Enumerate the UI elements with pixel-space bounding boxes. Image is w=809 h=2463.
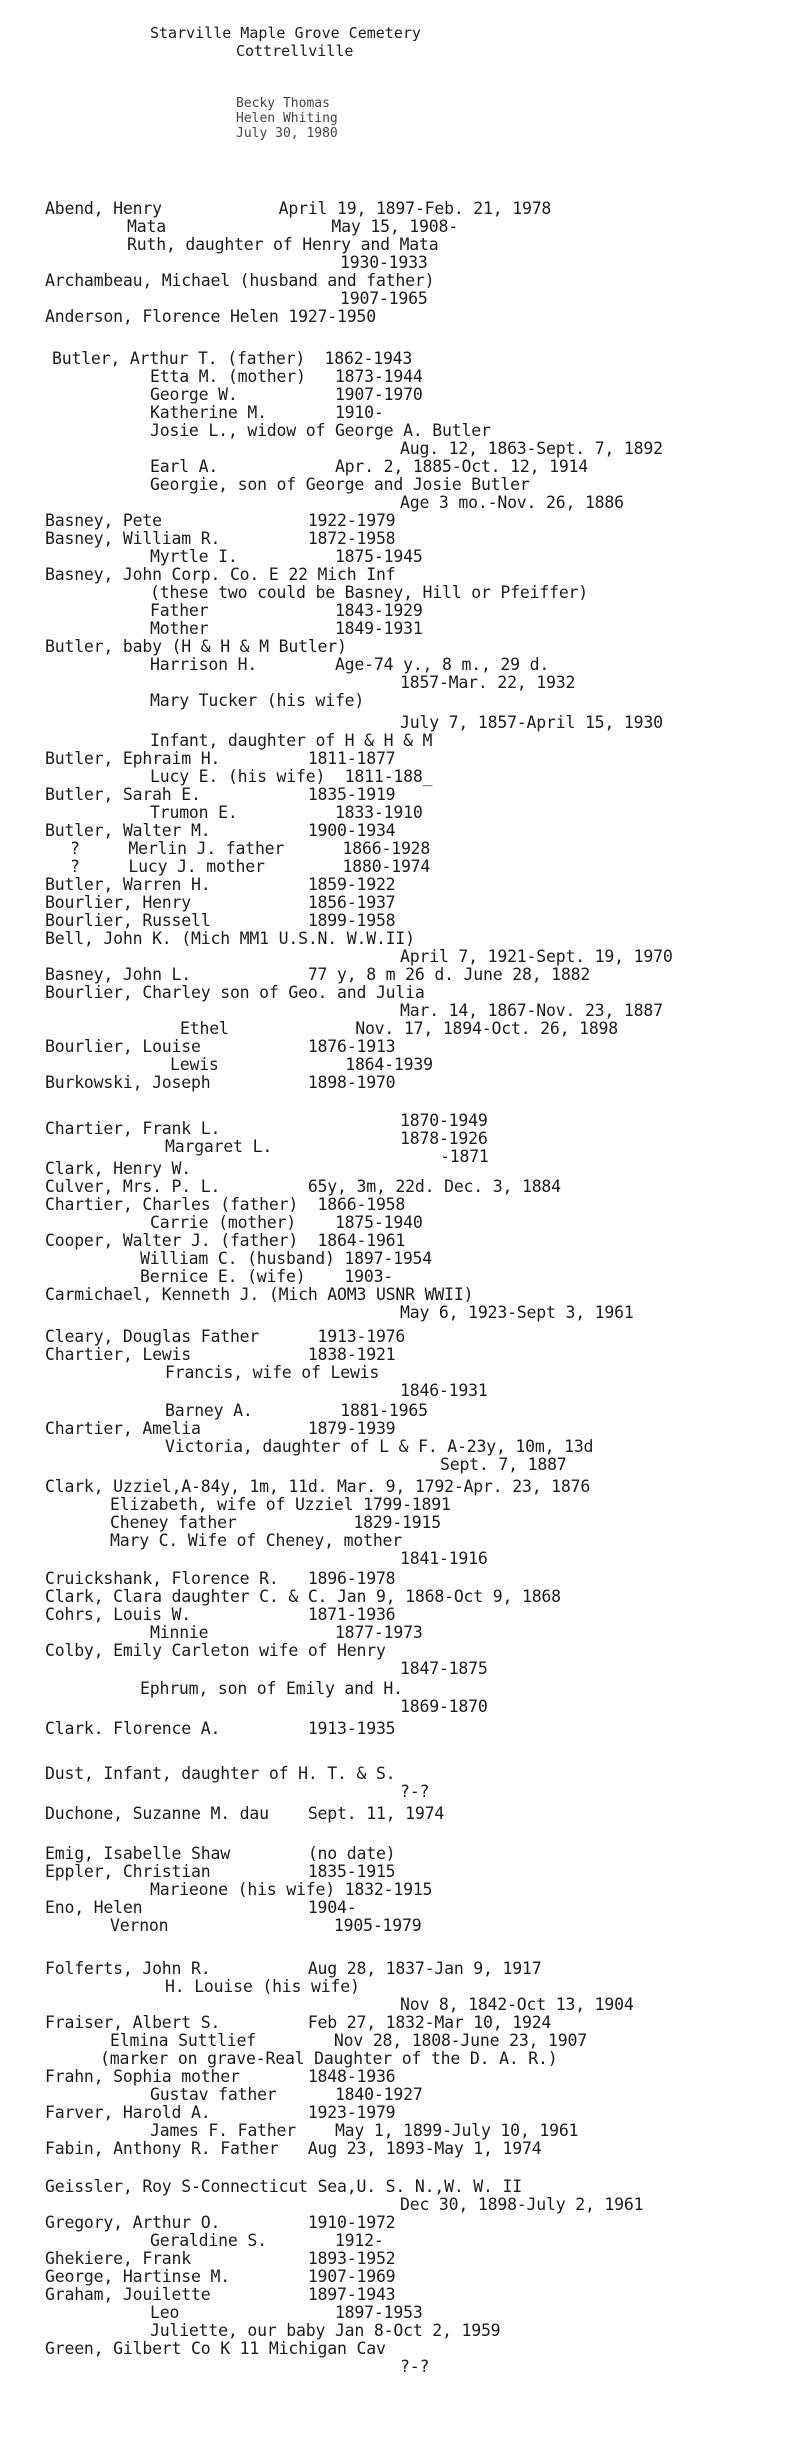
- record-line: Bourlier, Louise 1876-1913: [45, 1037, 396, 1056]
- record-line: -1871: [440, 1147, 489, 1166]
- record-line: Folferts, John R. Aug 28, 1837-Jan 9, 1917: [45, 1959, 542, 1978]
- record-line: 1870-1949: [400, 1111, 488, 1130]
- record-line: Basney, John Corp. Co. E 22 Mich Inf: [45, 565, 396, 584]
- record-line: Nov 8, 1842-Oct 13, 1904: [400, 1995, 634, 2014]
- record-line: Butler, Warren H. 1859-1922: [45, 875, 396, 894]
- record-line: 1930-1933: [340, 253, 428, 272]
- record-line: Leo 1897-1953: [150, 2303, 423, 2322]
- record-line: 1907-1965: [340, 289, 428, 308]
- record-line: Geissler, Roy S-Connecticut Sea,U. S. N.,W. W. II: [45, 2177, 522, 2196]
- record-line: Marieone (his wife) 1832-1915: [150, 1880, 433, 1899]
- record-line: Francis, wife of Lewis: [165, 1363, 380, 1382]
- record-line: Graham, Jouilette 1897-1943: [45, 2285, 396, 2304]
- record-line: Bourlier, Henry 1856-1937: [45, 893, 396, 912]
- record-line: 1878-1926: [400, 1129, 488, 1148]
- record-line: Abend, Henry April 19, 1897-Feb. 21, 1978: [45, 199, 552, 218]
- record-line: Cleary, Douglas Father 1913-1976: [45, 1327, 406, 1346]
- record-line: Gregory, Arthur O. 1910-1972: [45, 2213, 396, 2232]
- record-line: Ephrum, son of Emily and H.: [140, 1679, 403, 1698]
- record-line: Butler, Arthur T. (father) 1862-1943: [52, 349, 413, 368]
- record-line: 1869-1870: [400, 1697, 488, 1716]
- record-line: Basney, William R. 1872-1958: [45, 529, 396, 548]
- record-line: Gustav father 1840-1927: [150, 2085, 423, 2104]
- record-line: Clark, Clara daughter C. & C. Jan 9, 1868-Oct 9, 1868: [45, 1587, 561, 1606]
- record-line: Bourlier, Russell 1899-1958: [45, 911, 396, 930]
- record-line: Age 3 mo.-Nov. 26, 1886: [400, 493, 624, 512]
- record-line: Cruickshank, Florence R. 1896-1978: [45, 1569, 396, 1588]
- record-line: Fraiser, Albert S. Feb 27, 1832-Mar 10, 1924: [45, 2013, 552, 2032]
- record-line: Juliette, our baby Jan 8-Oct 2, 1959: [150, 2321, 501, 2340]
- recorder-name: Helen Whiting: [236, 111, 338, 126]
- record-line: Butler, Walter M. 1900-1934: [45, 821, 396, 840]
- record-line: Earl A. Apr. 2, 1885-Oct. 12, 1914: [150, 457, 589, 476]
- record-line: Georgie, son of George and Josie Butler: [150, 475, 530, 494]
- record-line: Farver, Harold A. 1923-1979: [45, 2103, 396, 2122]
- record-line: William C. (husband) 1897-1954: [140, 1249, 433, 1268]
- record-line: Basney, Pete 1922-1979: [45, 511, 396, 530]
- record-line: Emig, Isabelle Shaw (no date): [45, 1844, 396, 1863]
- record-line: Bell, John K. (Mich MM1 U.S.N. W.W.II): [45, 929, 415, 948]
- record-line: Clark, Uzziel,A-84y, 1m, 11d. Mar. 9, 1792-Apr. 23, 1876: [45, 1477, 591, 1496]
- record-line: Clark, Henry W.: [45, 1159, 192, 1178]
- record-line: Eppler, Christian 1835-1915: [45, 1862, 396, 1881]
- record-line: Etta M. (mother) 1873-1944: [150, 367, 423, 386]
- record-line: Anderson, Florence Helen 1927-1950: [45, 307, 376, 326]
- record-line: Infant, daughter of H & H & M: [150, 731, 433, 750]
- record-line: Butler, baby (H & H & M Butler): [45, 637, 347, 656]
- record-line: Harrison H. Age-74 y., 8 m., 29 d.: [150, 655, 550, 674]
- record-line: Cooper, Walter J. (father) 1864-1961: [45, 1231, 406, 1250]
- record-line: Myrtle I. 1875-1945: [150, 547, 423, 566]
- record-line: Cheney father 1829-1915: [110, 1513, 441, 1532]
- record-line: Basney, John L. 77 y, 8 m 26 d. June 28, 1882: [45, 965, 591, 984]
- record-line: Dec 30, 1898-July 2, 1961: [400, 2195, 644, 2214]
- record-line: Elmina Suttlief Nov 28, 1808-June 23, 1907: [110, 2031, 587, 2050]
- record-line: Sept. 7, 1887: [440, 1455, 567, 1474]
- record-line: 1846-1931: [400, 1381, 488, 1400]
- record-line: ?-?: [400, 1782, 430, 1801]
- record-line: George, Hartinse M. 1907-1969: [45, 2267, 396, 2286]
- record-line: Mother 1849-1931: [150, 619, 423, 638]
- record-line: Carrie (mother) 1875-1940: [150, 1213, 423, 1232]
- record-line: Katherine M. 1910-: [150, 403, 384, 422]
- record-line: Burkowski, Joseph 1898-1970: [45, 1073, 396, 1092]
- record-line: Clark. Florence A. 1913-1935: [45, 1719, 396, 1738]
- record-line: Archambeau, Michael (husband and father): [45, 271, 435, 290]
- record-line: James F. Father May 1, 1899-July 10, 1961: [150, 2121, 579, 2140]
- record-date: July 30, 1980: [236, 126, 338, 141]
- record-line: Elizabeth, wife of Uzziel 1799-1891: [110, 1495, 451, 1514]
- record-line: Duchone, Suzanne M. dau Sept. 11, 1974: [45, 1804, 445, 1823]
- record-line: Green, Gilbert Co K 11 Michigan Cav: [45, 2339, 386, 2358]
- record-line: H. Louise (his wife): [165, 1977, 360, 1996]
- record-line: Lewis 1864-1939: [170, 1055, 433, 1074]
- cemetery-title: Starville Maple Grove Cemetery: [150, 24, 421, 42]
- record-line: Mar. 14, 1867-Nov. 23, 1887: [400, 1001, 663, 1020]
- record-line: Margaret L.: [165, 1137, 273, 1156]
- record-line: Trumon E. 1833-1910: [150, 803, 423, 822]
- record-line: Barney A. 1881-1965: [165, 1401, 428, 1420]
- record-line: Lucy E. (his wife) 1811-188_: [150, 767, 433, 786]
- record-line: Vernon 1905-1979: [110, 1916, 422, 1935]
- record-line: Chartier, Lewis 1838-1921: [45, 1345, 396, 1364]
- record-line: Chartier, Amelia 1879-1939: [45, 1419, 396, 1438]
- record-line: April 7, 1921-Sept. 19, 1970: [400, 947, 673, 966]
- record-line: Geraldine S. 1912-: [150, 2231, 384, 2250]
- record-line: Ruth, daughter of Henry and Mata: [127, 235, 439, 254]
- record-line: Chartier, Frank L.: [45, 1119, 221, 1138]
- record-line: Mary C. Wife of Cheney, mother: [110, 1531, 403, 1550]
- record-line: Mary Tucker (his wife): [150, 691, 365, 710]
- recorder-name: Becky Thomas: [236, 96, 330, 111]
- record-line: 1857-Mar. 22, 1932: [400, 673, 576, 692]
- record-line: Frahn, Sophia mother 1848-1936: [45, 2067, 396, 2086]
- record-line: ? Lucy J. mother 1880-1974: [70, 857, 431, 876]
- record-line: Ghekiere, Frank 1893-1952: [45, 2249, 396, 2268]
- record-line: May 6, 1923-Sept 3, 1961: [400, 1303, 634, 1322]
- record-line: Eno, Helen 1904-: [45, 1898, 357, 1917]
- township-name: Cottrellville: [236, 42, 354, 60]
- record-line: ?-?: [400, 2357, 430, 2376]
- record-line: Dust, Infant, daughter of H. T. & S.: [45, 1764, 396, 1783]
- record-line: Father 1843-1929: [150, 601, 423, 620]
- record-line: George W. 1907-1970: [150, 385, 423, 404]
- record-line: Victoria, daughter of L & F. A-23y, 10m, 13d: [165, 1437, 594, 1456]
- record-line: Ethel Nov. 17, 1894-Oct. 26, 1898: [180, 1019, 619, 1038]
- record-line: Minnie 1877-1973: [150, 1623, 423, 1642]
- record-line: Cohrs, Louis W. 1871-1936: [45, 1605, 396, 1624]
- record-line: Butler, Sarah E. 1835-1919: [45, 785, 396, 804]
- record-line: Butler, Ephraim H. 1811-1877: [45, 749, 396, 768]
- record-line: Mata May 15, 1908-: [127, 217, 458, 236]
- record-line: (marker on grave-Real Daughter of the D. A. R.): [100, 2049, 558, 2068]
- record-line: Aug. 12, 1863-Sept. 7, 1892: [400, 439, 663, 458]
- record-line: Colby, Emily Carleton wife of Henry: [45, 1641, 386, 1660]
- record-line: July 7, 1857-April 15, 1930: [400, 713, 663, 732]
- record-line: Fabin, Anthony R. Father Aug 23, 1893-May 1, 1974: [45, 2139, 542, 2158]
- record-line: Josie L., widow of George A. Butler: [150, 421, 491, 440]
- record-line: Bernice E. (wife) 1903-: [140, 1267, 394, 1286]
- record-line: 1847-1875: [400, 1659, 488, 1678]
- record-line: Carmichael, Kenneth J. (Mich AOM3 USNR WWII): [45, 1285, 474, 1304]
- record-line: Culver, Mrs. P. L. 65y, 3m, 22d. Dec. 3, 1884: [45, 1177, 561, 1196]
- record-line: ? Merlin J. father 1866-1928: [70, 839, 431, 858]
- record-line: Chartier, Charles (father) 1866-1958: [45, 1195, 406, 1214]
- record-line: 1841-1916: [400, 1549, 488, 1568]
- record-line: (these two could be Basney, Hill or Pfeiffer): [150, 583, 589, 602]
- record-line: Bourlier, Charley son of Geo. and Julia: [45, 983, 425, 1002]
